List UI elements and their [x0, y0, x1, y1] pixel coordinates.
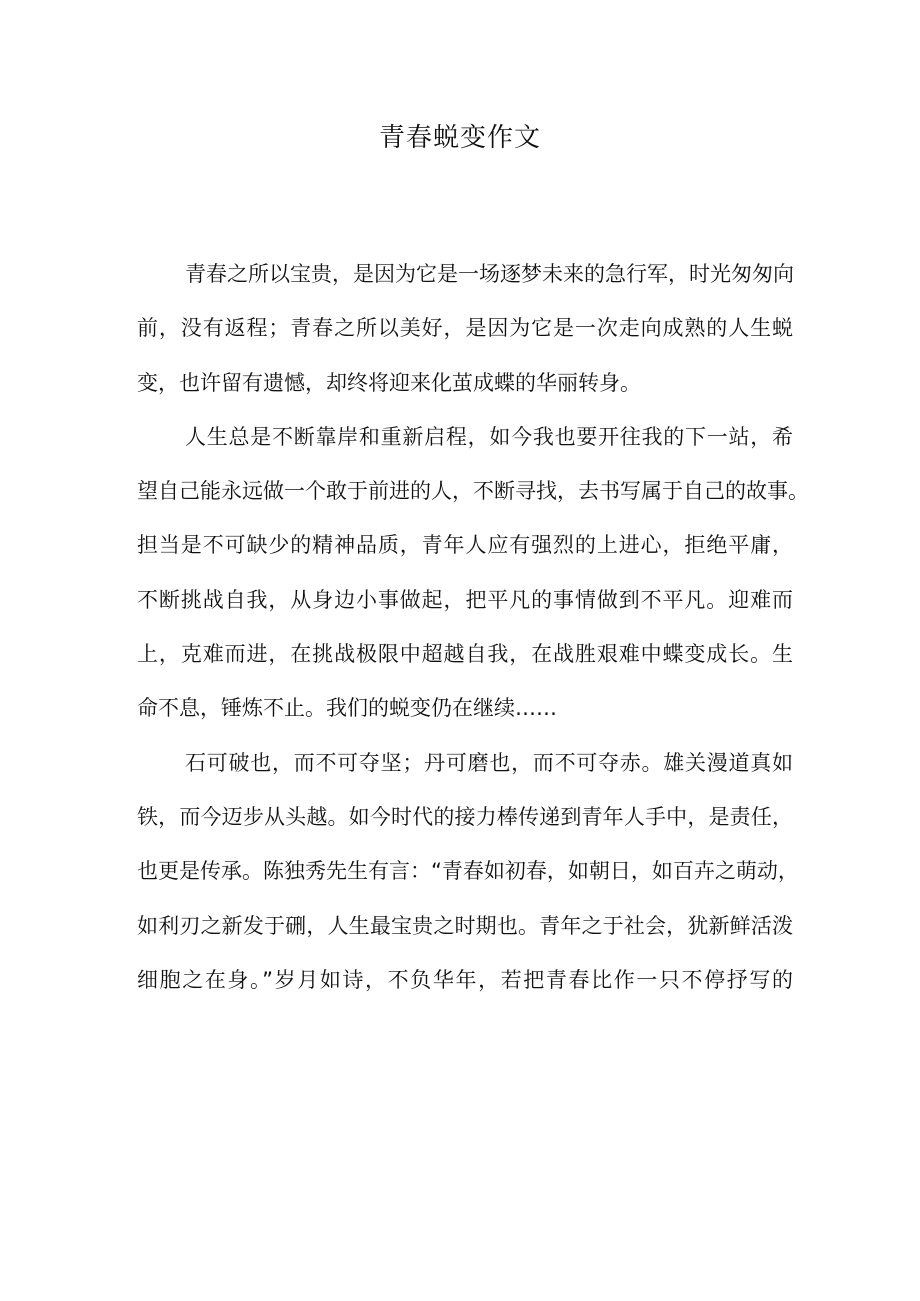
text-line: 如利刃之新发于硎，人生最宝贵之时期也。青年之于社会，犹新鲜活泼 [137, 913, 793, 938]
text-line: 青春之所以宝贵，是因为它是一场逐梦未来的急行军，时光匆匆向 [185, 262, 794, 286]
text-line: 命不息，锤炼不止。我们的蜕变仍在继续…… [137, 696, 557, 721]
text-line: 变，也许留有遗憾，却终将迎来化茧成蝶的华丽转身。 [137, 370, 641, 395]
text-line: 铁，而今迈步从头越。如今时代的接力棒传递到青年人手中，是责任， [137, 804, 793, 829]
text-line: 不断挑战自我，从身边小事做起，把平凡的事情做到不平凡。迎难而 [137, 587, 793, 612]
text-line: 细胞之在身。”岁月如诗，不负华年，若把青春比作一只不停抒写的 [137, 967, 793, 992]
text-line: 石可破也，而不可夺坚；丹可磨也，而不可夺赤。雄关漫道真如 [185, 750, 793, 775]
page-title: 青春蜕变作文 [378, 123, 541, 153]
text-line: 前，没有返程；青春之所以美好，是因为它是一次走向成熟的人生蜕 [137, 316, 793, 341]
text-line: 担当是不可缺少的精神品质，青年人应有强烈的上进心，拒绝平庸， [137, 533, 793, 558]
text-line: 人生总是不断靠岸和重新启程，如今我也要开往我的下一站，希 [185, 424, 793, 449]
text-line: 也更是传承。陈独秀先生有言：“青春如初春，如朝日，如百卉之萌动， [137, 859, 799, 884]
text-line: 望自己能永远做一个敢于前进的人，不断寻找，去书写属于自己的故事。 [137, 479, 809, 504]
text-line: 上，克难而进，在挑战极限中超越自我，在战胜艰难中蝶变成长。生 [137, 642, 793, 667]
body-text [137, 247, 809, 1007]
